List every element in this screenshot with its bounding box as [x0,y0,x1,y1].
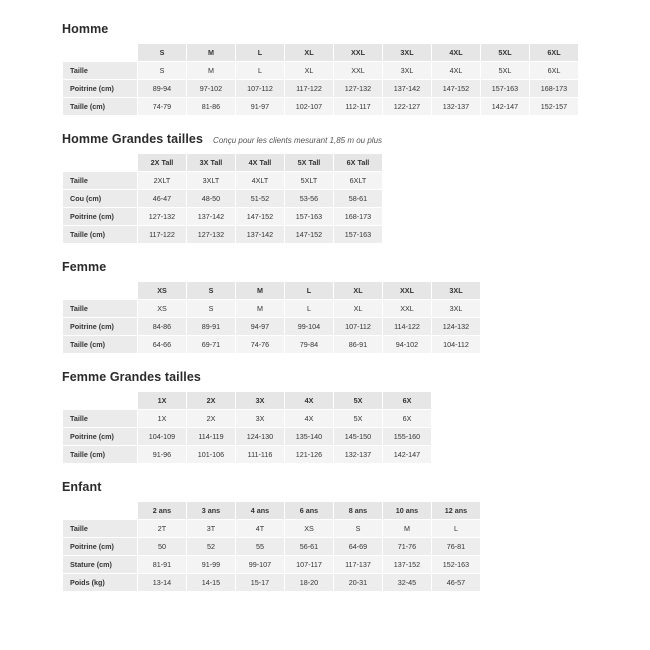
column-header: 10 ans [383,502,432,520]
row-header: Taille (cm) [63,446,138,464]
table-row [63,520,481,538]
size-table [62,281,481,354]
table-cell: 137-142 [187,208,236,226]
table-cell: XXL [334,62,383,80]
row-header: Taille (cm) [63,336,138,354]
table-row [63,98,579,116]
column-header: 6X [383,392,432,410]
table-row [63,62,579,80]
size-section [62,370,590,464]
table-cell: 6XL [530,62,579,80]
table-cell: 91-96 [138,446,187,464]
table-cell: 117-137 [334,556,383,574]
column-header: 3 ans [187,502,236,520]
table-cell: 137-142 [383,80,432,98]
size-section [62,22,590,116]
table-cell: 142-147 [383,446,432,464]
table-cell: 55 [236,538,285,556]
column-header: 2 ans [138,502,187,520]
column-header: 4XL [432,44,481,62]
table-cell: 6X [383,410,432,428]
table-cell: 147-152 [236,208,285,226]
row-header: Poitrine (cm) [63,318,138,336]
table-cell: L [285,300,334,318]
table-cell: XS [138,300,187,318]
row-header: Taille [63,172,138,190]
table-cell: 14-15 [187,574,236,592]
table-header-row [63,392,432,410]
table-cell: S [187,300,236,318]
table-cell: 107-112 [236,80,285,98]
table-cell: 5XL [481,62,530,80]
row-header: Poitrine (cm) [63,428,138,446]
table-cell: 142-147 [481,98,530,116]
table-cell: 13-14 [138,574,187,592]
size-section [62,132,590,244]
table-cell: 107-112 [334,318,383,336]
table-cell: 127-132 [138,208,187,226]
table-cell: XXL [383,300,432,318]
table-header-row [63,282,481,300]
column-header: L [236,44,285,62]
table-cell: 74-76 [236,336,285,354]
column-header: 2X [187,392,236,410]
size-section [62,480,590,592]
table-row [63,446,432,464]
table-cell: 1X [138,410,187,428]
table-cell: 117-122 [138,226,187,244]
table-cell: 157-163 [334,226,383,244]
section-title: Femme [62,260,107,274]
section-header [62,22,590,36]
table-row [63,318,481,336]
table-cell: S [138,62,187,80]
row-header: Taille (cm) [63,226,138,244]
table-cell: 18-20 [285,574,334,592]
table-row [63,80,579,98]
section-title: Femme Grandes tailles [62,370,201,384]
table-cell: M [236,300,285,318]
table-cell: 122-127 [383,98,432,116]
table-cell: 74-79 [138,98,187,116]
section-header [62,370,590,384]
table-cell: 124-130 [236,428,285,446]
table-cell: 137-142 [236,226,285,244]
table-cell: 91-99 [187,556,236,574]
table-cell: 64-66 [138,336,187,354]
table-cell: 168-173 [334,208,383,226]
table-cell: XL [285,62,334,80]
column-header: 3XL [432,282,481,300]
table-cell: 51-52 [236,190,285,208]
table-cell: 155-160 [383,428,432,446]
table-row [63,574,481,592]
table-cell: 4XL [432,62,481,80]
table-cell: 145-150 [334,428,383,446]
table-cell: M [383,520,432,538]
section-header [62,480,590,494]
table-row [63,300,481,318]
table-cell: 104-112 [432,336,481,354]
section-title: Enfant [62,480,102,494]
table-row [63,410,432,428]
row-header: Cou (cm) [63,190,138,208]
table-cell: 58-61 [334,190,383,208]
table-cell: 124-132 [432,318,481,336]
column-header: 6X Tall [334,154,383,172]
column-header: 2X Tall [138,154,187,172]
column-header: 5XL [481,44,530,62]
table-corner [63,282,138,300]
table-cell: 15-17 [236,574,285,592]
section-title: Homme [62,22,109,36]
table-cell: XL [334,300,383,318]
table-cell: 5XLT [285,172,334,190]
table-cell: 3XL [432,300,481,318]
table-cell: 147-152 [432,80,481,98]
table-cell: 2T [138,520,187,538]
table-cell: XS [285,520,334,538]
row-header: Poitrine (cm) [63,208,138,226]
size-table [62,391,432,464]
row-header: Poitrine (cm) [63,80,138,98]
column-header: M [187,44,236,62]
table-cell: 3XL [383,62,432,80]
table-header-row [63,154,383,172]
row-header: Taille (cm) [63,98,138,116]
table-cell: 89-94 [138,80,187,98]
table-row [63,538,481,556]
table-cell: 86-91 [334,336,383,354]
column-header: S [187,282,236,300]
table-cell: 81-91 [138,556,187,574]
column-header: 4X Tall [236,154,285,172]
table-cell: 46-47 [138,190,187,208]
column-header: 3X Tall [187,154,236,172]
row-header: Taille [63,410,138,428]
table-cell: 152-157 [530,98,579,116]
table-cell: 99-104 [285,318,334,336]
size-guide-sections [62,22,590,592]
table-corner [63,44,138,62]
table-cell: 94-97 [236,318,285,336]
table-corner [63,392,138,410]
table-cell: 69-71 [187,336,236,354]
table-row [63,172,383,190]
table-row [63,190,383,208]
table-cell: 64-69 [334,538,383,556]
table-cell: 20-31 [334,574,383,592]
table-cell: 127-132 [187,226,236,244]
size-table [62,153,383,244]
table-row [63,208,383,226]
column-header: XXL [383,282,432,300]
table-cell: 97-102 [187,80,236,98]
table-cell: 168-173 [530,80,579,98]
table-cell: 114-122 [383,318,432,336]
row-header: Taille [63,520,138,538]
column-header: XL [285,44,334,62]
column-header: M [236,282,285,300]
column-header: 4X [285,392,334,410]
table-cell: 4T [236,520,285,538]
table-cell: 91-97 [236,98,285,116]
table-cell: 107-117 [285,556,334,574]
table-cell: 114-119 [187,428,236,446]
table-cell: 137-152 [383,556,432,574]
column-header: 12 ans [432,502,481,520]
table-cell: 48-50 [187,190,236,208]
table-cell: 112-117 [334,98,383,116]
size-table [62,43,579,116]
table-cell: L [432,520,481,538]
table-cell: 132-137 [334,446,383,464]
section-note: Conçu pour les clients mesurant 1,85 m ou plus [213,136,383,145]
table-cell: 81-86 [187,98,236,116]
table-header-row [63,502,481,520]
table-row [63,428,432,446]
table-cell: 147-152 [285,226,334,244]
table-cell: 102-107 [285,98,334,116]
table-cell: 56-61 [285,538,334,556]
table-cell: 76-81 [432,538,481,556]
column-header: XL [334,282,383,300]
column-header: 5X Tall [285,154,334,172]
table-cell: 152-163 [432,556,481,574]
column-header: S [138,44,187,62]
table-cell: M [187,62,236,80]
table-cell: 104-109 [138,428,187,446]
column-header: XS [138,282,187,300]
table-corner [63,502,138,520]
column-header: 5X [334,392,383,410]
table-cell: 127-132 [334,80,383,98]
table-header-row [63,44,579,62]
table-cell: 3T [187,520,236,538]
column-header: 3XL [383,44,432,62]
row-header: Poitrine (cm) [63,538,138,556]
table-cell: 157-163 [285,208,334,226]
row-header: Taille [63,62,138,80]
column-header: 4 ans [236,502,285,520]
table-cell: 94-102 [383,336,432,354]
table-cell: 2XLT [138,172,187,190]
section-header [62,260,590,274]
table-cell: 117-122 [285,80,334,98]
table-cell: 5X [334,410,383,428]
table-cell: 135-140 [285,428,334,446]
table-cell: S [334,520,383,538]
table-cell: 2X [187,410,236,428]
table-cell: 71-76 [383,538,432,556]
table-row [63,226,383,244]
size-table [62,501,481,592]
table-cell: 89-91 [187,318,236,336]
column-header: 1X [138,392,187,410]
row-header: Stature (cm) [63,556,138,574]
table-cell: 79-84 [285,336,334,354]
column-header: 3X [236,392,285,410]
table-cell: 101-106 [187,446,236,464]
table-cell: 46-57 [432,574,481,592]
table-cell: 50 [138,538,187,556]
table-cell: 3XLT [187,172,236,190]
size-section [62,260,590,354]
table-cell: 111-116 [236,446,285,464]
row-header: Taille [63,300,138,318]
table-cell: 53-56 [285,190,334,208]
table-cell: 32-45 [383,574,432,592]
column-header: 6 ans [285,502,334,520]
column-header: 8 ans [334,502,383,520]
table-cell: 84-86 [138,318,187,336]
column-header: 6XL [530,44,579,62]
table-cell: 157-163 [481,80,530,98]
table-cell: 99-107 [236,556,285,574]
table-cell: 132-137 [432,98,481,116]
table-row [63,336,481,354]
table-cell: 4X [285,410,334,428]
table-row [63,556,481,574]
row-header: Poids (kg) [63,574,138,592]
column-header: XXL [334,44,383,62]
table-corner [63,154,138,172]
section-header [62,132,590,146]
table-cell: 3X [236,410,285,428]
table-cell: 4XLT [236,172,285,190]
table-cell: 52 [187,538,236,556]
table-cell: L [236,62,285,80]
section-title: Homme Grandes tailles [62,132,204,146]
table-cell: 121-126 [285,446,334,464]
table-cell: 6XLT [334,172,383,190]
column-header: L [285,282,334,300]
